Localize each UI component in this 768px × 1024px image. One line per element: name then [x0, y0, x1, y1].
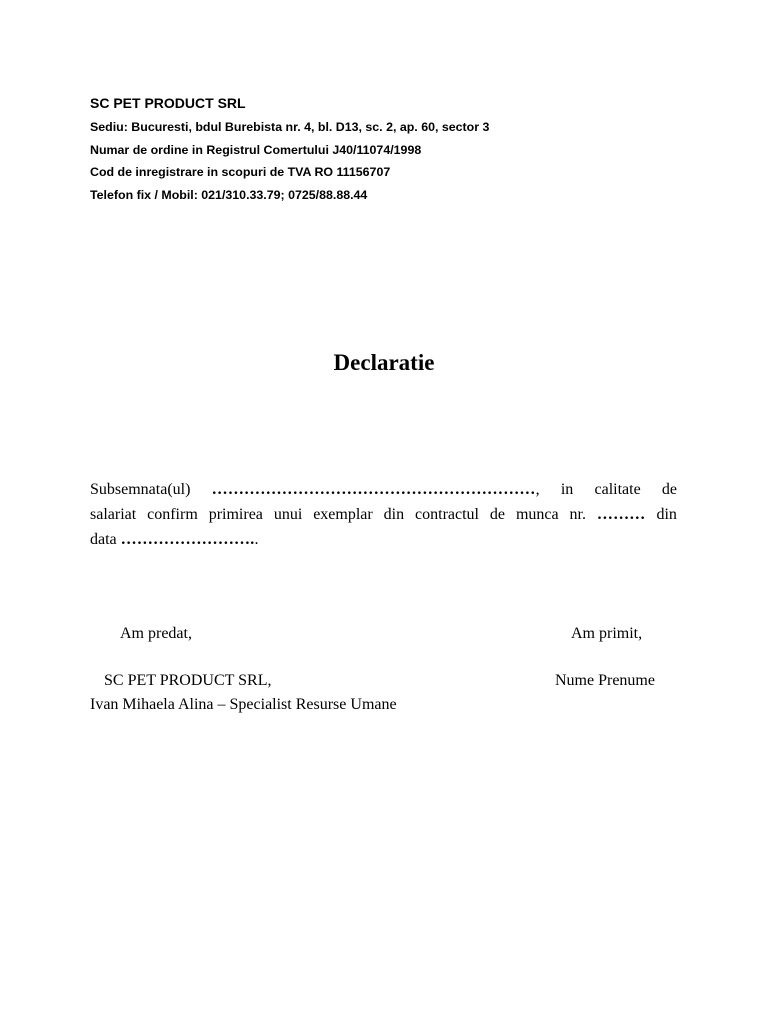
- word-calitate: calitate: [594, 481, 641, 498]
- word-primirea: primirea: [208, 506, 263, 523]
- declaration-line-3: [90, 527, 677, 552]
- word-contractul: contractul: [415, 506, 479, 523]
- company-address: Sediu: Bucuresti, bdul Burebista nr. 4, bl. D13, sc. 2, ap. 60, sector 3: [90, 120, 490, 134]
- subsemnatul-label: Subsemnata(ul): [90, 481, 191, 498]
- document-title: Declaratie: [333, 350, 435, 375]
- word-in: in: [560, 481, 574, 498]
- word-munca: munca: [515, 506, 559, 523]
- date-dots: …………………….: [120, 531, 255, 548]
- company-name: SC PET PRODUCT SRL: [90, 95, 246, 111]
- name-comma: ,: [535, 481, 540, 498]
- company-registration: Numar de ordine in Registrul Comertului J40/11074/1998: [90, 142, 422, 157]
- name-placeholder: [212, 477, 540, 502]
- word-unui: unui: [273, 506, 303, 523]
- company-vat-code: Cod de inregistrare in scopuri de TVA RO 11156707: [90, 165, 391, 179]
- received-label: Am primit,: [571, 625, 643, 642]
- signatory-person: Ivan Mihaela Alina – Specialist Resurse Umane: [90, 696, 397, 713]
- word-din-2: din: [656, 506, 677, 523]
- word-de: de: [661, 481, 677, 498]
- signatory-company: SC PET PRODUCT SRL,: [104, 672, 272, 689]
- word-confirm: confirm: [147, 506, 198, 523]
- word-exemplar: exemplar: [313, 506, 373, 523]
- company-phone: Telefon fix / Mobil: 021/310.33.79; 0725/88.88.44: [90, 187, 368, 202]
- word-data: data: [90, 531, 117, 548]
- declaration-body: [90, 477, 677, 552]
- declaration-line-1: [90, 477, 677, 502]
- word-de-2: de: [489, 506, 506, 523]
- declaration-line-2: [90, 502, 677, 527]
- employee-name-placeholder: Nume Prenume: [555, 672, 655, 689]
- word-din: din: [383, 506, 405, 523]
- handed-over-label: Am predat,: [120, 625, 192, 642]
- company-header: [90, 93, 489, 206]
- date-period: .: [254, 531, 259, 548]
- word-nr: nr.: [569, 506, 586, 523]
- contract-number-dots: ………: [596, 506, 646, 523]
- word-salariat: salariat: [90, 506, 137, 523]
- name-dots: ……………………………………………………: [211, 481, 536, 498]
